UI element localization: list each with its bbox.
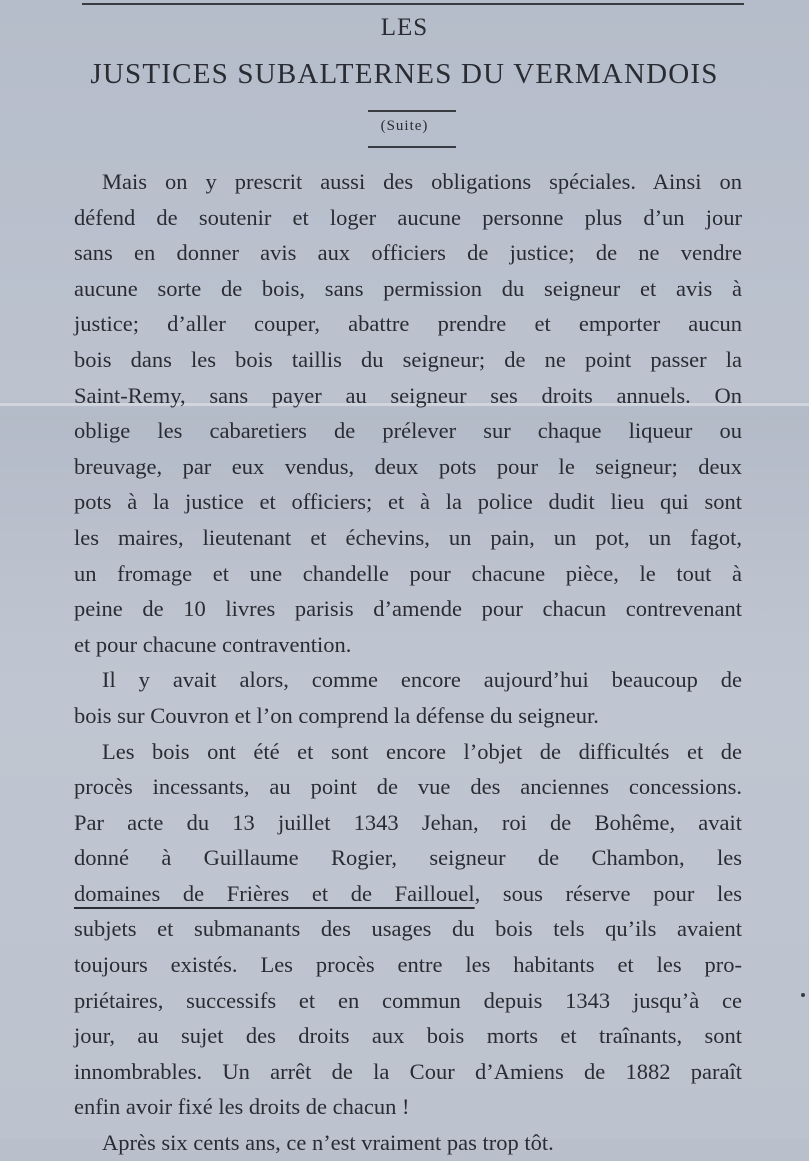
- text-line: Il y avait alors, comme encore aujourd’hui beaucoup de: [102, 667, 742, 693]
- text-line: défend de soutenir et loger aucune personne plus d’un jour: [74, 204, 742, 230]
- text-line: enfin avoir fixé les droits de chacun !: [74, 1094, 410, 1120]
- article-subtitle: (Suite): [380, 118, 429, 134]
- article-body: [74, 164, 742, 1161]
- ink-speck: [801, 993, 805, 997]
- text-line: sans en donner avis aux officiers de justice; de ne vendre: [74, 240, 742, 266]
- text-line: [74, 876, 742, 912]
- text-line: Après six cents ans, ce n’est vraiment pas trop tôt.: [102, 1130, 554, 1156]
- text-line: peine de 10 livres parisis d’amende pour chacun contrevenant: [74, 596, 742, 622]
- text-line: jour, au sujet des droits aux bois morts et traînants, sont: [74, 1023, 742, 1049]
- text-line: et pour chacune contravention.: [74, 631, 352, 657]
- text-line: oblige les cabaretiers de prélever sur chaque liqueur ou: [74, 418, 742, 444]
- text-line: toujours existés. Les procès entre les habitants et les pro-: [74, 952, 742, 978]
- text-line: justice; d’aller couper, abattre prendre et emporter aucun: [74, 311, 742, 337]
- top-rule: [82, 3, 744, 5]
- text-line: Mais on y prescrit aussi des obligations spéciales. Ainsi on: [102, 169, 742, 194]
- underlined-domain-name: domaines de Frières et de Faillouel: [74, 880, 475, 906]
- text-line: innombrables. Un arrêt de la Cour d’Amiens de 1882 paraît: [74, 1058, 742, 1084]
- subtitle-rule-top: [368, 110, 456, 112]
- article-kicker: LES: [380, 14, 429, 41]
- text-line: Les bois ont été et sont encore l’objet de difficultés et de: [102, 738, 742, 764]
- text-line: bois dans les bois taillis du seigneur; de ne point passer la: [74, 346, 742, 372]
- text-line: procès incessants, au point de vue des anciennes concessions.: [74, 774, 742, 800]
- text-line-tail: , sous réserve pour les: [474, 880, 742, 906]
- text-line: Par acte du 13 juillet 1343 Jehan, roi de Bohême, avait: [74, 809, 742, 835]
- article-title: JUSTICES SUBALTERNES DU VERMANDOIS: [90, 58, 719, 90]
- text-line: priétaires, successifs et en commun depuis 1343 jusqu’à ce: [74, 987, 742, 1013]
- text-line: pots à la justice et officiers; et à la police dudit lieu qui sont: [74, 489, 742, 515]
- text-line: un fromage et une chandelle pour chacune pièce, le tout à: [74, 560, 742, 586]
- text-line: Saint-Remy, sans payer au seigneur ses droits annuels. On: [74, 382, 742, 408]
- text-line: donné à Guillaume Rogier, seigneur de Chambon, les: [74, 845, 742, 871]
- text-line: bois sur Couvron et l’on comprend la défense du seigneur.: [74, 702, 599, 728]
- text-line: les maires, lieutenant et échevins, un pain, un pot, un fagot,: [74, 524, 742, 550]
- text-line: aucune sorte de bois, sans permission du seigneur et avis à: [74, 275, 742, 301]
- text-line: breuvage, par eux vendus, deux pots pour le seigneur; deux: [74, 453, 742, 479]
- subtitle-rule-bottom: [368, 146, 456, 148]
- text-line: subjets et submanants des usages du bois tels qu’ils avaient: [74, 916, 742, 942]
